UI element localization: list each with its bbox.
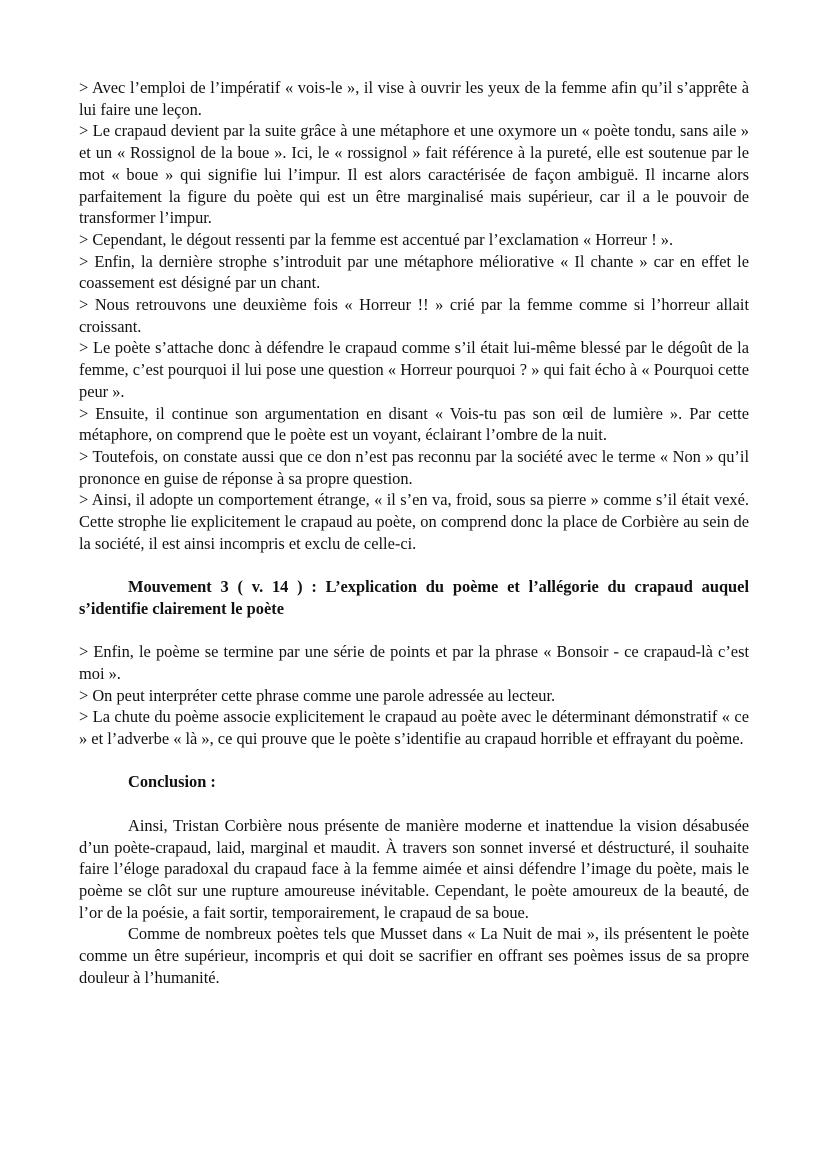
analysis-point: > Nous retrouvons une deuxième fois « Horreur !! » crié par la femme comme si l’horreur allait croissant. [79,295,749,336]
movement-3-heading: Mouvement 3 ( v. 14 ) : L’explication du poème et l’allégorie du crapaud auquel s’identifie clairement le poète [79,577,749,618]
analysis-point: > Enfin, le poème se termine par une série de points et par la phrase « Bonsoir - ce crapaud-là c’est moi ». [79,642,749,683]
analysis-point: > Cependant, le dégout ressenti par la femme est accentué par l’exclamation « Horreur ! ». [79,229,674,249]
analysis-point: > On peut interpréter cette phrase comme une parole adressée au lecteur. [79,685,556,705]
document-page [79,77,749,988]
analysis-point: > Ainsi, il adopte un comportement étrange, « il s’en va, froid, sous sa pierre » comme s’il était vexé. Cette strophe lie explicitement le crapaud au poète, on comprend donc la place de Corbière au sein de la société, il est ainsi incompris et exclu de celle-ci. [79,490,749,553]
conclusion-paragraph: Ainsi, Tristan Corbière nous présente de manière moderne et inattendue la vision désabusée d’un poète-crapaud, laid, marginal et maudit. À travers son sonnet inversé et déstructuré, il souhaite faire l’éloge paradoxal du crapaud face à la femme aimée et ainsi défendre l’image du poète, mais le poème se clôt sur une rupture amoureuse inévitable. Cependant, le poète amoureux de la beauté, de l’or de la poésie, a fait sortir, temporairement, le crapaud de sa boue. [79,815,749,922]
spacer [79,554,749,576]
analysis-point: > Avec l’emploi de l’impératif « vois-le », il vise à ouvrir les yeux de la femme afin qu’il s’apprête à lui faire une leçon. [79,78,749,119]
conclusion-paragraph: Comme de nombreux poètes tels que Musset dans « La Nuit de mai », ils présentent le poète comme un être supérieur, incompris et qui doit se sacrifier en offrant ses poèmes issus de sa propre douleur à l’humanité. [79,924,749,987]
spacer [79,793,749,815]
spacer [79,750,749,772]
analysis-point: > Toutefois, on constate aussi que ce don n’est pas reconnu par la société avec le terme « Non » qu’il prononce en guise de réponse à sa propre question. [79,446,749,488]
spacer [79,620,749,642]
analysis-point: > Le poète s’attache donc à défendre le crapaud comme s’il était lui-même blessé par le dégoût de la femme, c’est pourquoi il lui pose une question « Horreur pourquoi ? » qui fait écho à « Pourquoi cette peur ». [79,338,749,401]
conclusion-heading: Conclusion : [128,772,216,792]
analysis-point: > Le crapaud devient par la suite grâce à une métaphore et une oxymore un « poète tondu, sans aile » et un « Rossignol de la boue ». Ici, le « rossignol » fait référence à la pureté, elle est soutenue par le mot « boue » qui signifie lui l’impur. Il est alors caractérisée de façon ambiguë. Il incarne alors parfaitement la figure du poète qui est un être marginalisé mais supérieur, car il a le pouvoir de transformer l’impur. [79,121,749,228]
analysis-point: > Ensuite, il continue son argumentation en disant « Vois-tu pas son œil de lumière ». Par cette métaphore, on comprend que le poète est un voyant, éclairant l’ombre de la nuit. [79,403,749,445]
analysis-point: > Enfin, la dernière strophe s’introduit par une métaphore méliorative « Il chante » car en effet le coassement est désigné par un chant. [79,251,749,293]
analysis-point: > La chute du poème associe explicitement le crapaud au poète avec le déterminant démonstratif « ce » et l’adverbe « là », ce qui prouve que le poète s’identifie au crapaud horrible et effrayant du poème. [79,707,749,749]
